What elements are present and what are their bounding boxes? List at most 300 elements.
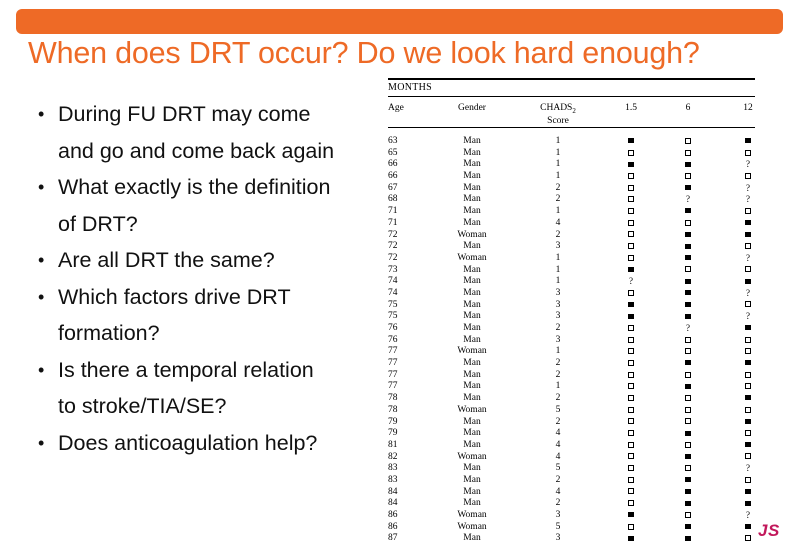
month-status-cell xyxy=(623,265,639,276)
filled-square-icon xyxy=(745,395,751,400)
table-top-rule xyxy=(388,78,755,80)
month-status-cell xyxy=(740,253,756,264)
month-status-cell xyxy=(623,381,639,392)
month-status-cell xyxy=(740,440,756,451)
filled-square-icon xyxy=(745,232,751,237)
open-square-icon xyxy=(685,512,691,518)
month-status-cell xyxy=(740,300,756,311)
chads-score-cell: 1 xyxy=(555,381,561,392)
month-status-cell xyxy=(680,346,696,357)
open-square-icon xyxy=(628,255,634,261)
open-square-icon xyxy=(628,383,634,389)
month-status-cell xyxy=(623,463,639,474)
age-cell: 72 xyxy=(388,252,398,263)
bullet-item: and go and come back again xyxy=(58,138,335,163)
month-status-cell xyxy=(680,452,696,463)
filled-square-icon xyxy=(685,302,691,307)
open-square-icon xyxy=(628,243,634,249)
header-chads-label: CHADS xyxy=(540,103,573,113)
chads-score-cell: 1 xyxy=(555,206,561,217)
header-month-12: 12 xyxy=(743,103,753,113)
month-status-cell xyxy=(680,440,696,451)
gender-cell: Man xyxy=(463,323,481,333)
filled-square-icon xyxy=(685,232,691,237)
filled-square-icon xyxy=(685,477,691,482)
table-row xyxy=(385,452,755,464)
month-status-cell xyxy=(680,370,696,381)
month-status-cell xyxy=(623,241,639,252)
chads-score-cell: 4 xyxy=(555,486,561,497)
month-status-cell xyxy=(680,510,696,521)
table-row xyxy=(385,323,755,335)
table-row xyxy=(385,428,755,440)
month-status-cell xyxy=(680,194,696,205)
chads-score-cell: 4 xyxy=(555,439,561,450)
month-status-cell xyxy=(623,405,639,416)
header-month-6: 6 xyxy=(685,103,691,113)
gender-cell: Man xyxy=(463,498,481,509)
header-month-1-5: 1.5 xyxy=(625,103,637,113)
age-cell: 66 xyxy=(388,171,398,182)
month-status-cell xyxy=(623,417,639,428)
month-status-cell xyxy=(680,218,696,229)
gender-cell: Woman xyxy=(457,451,487,462)
month-status-cell xyxy=(680,533,696,544)
chads-score-cell: 1 xyxy=(555,252,561,263)
open-square-icon xyxy=(628,372,634,378)
month-status-cell xyxy=(740,522,756,533)
chads-score-cell: 1 xyxy=(555,159,561,170)
gender-cell: Man xyxy=(463,182,481,193)
open-square-icon xyxy=(628,196,634,202)
month-status-cell xyxy=(740,428,756,439)
open-square-icon xyxy=(745,266,751,272)
chads-score-cell: 2 xyxy=(555,229,561,240)
month-status-cell xyxy=(740,370,756,381)
open-square-icon xyxy=(628,150,634,156)
age-cell: 77 xyxy=(388,358,398,369)
age-cell: 65 xyxy=(388,147,398,158)
table-row xyxy=(385,230,755,242)
bullet-item: • Does anticoagulation help? xyxy=(38,425,378,462)
gender-cell: Man xyxy=(463,486,481,497)
month-status-cell xyxy=(623,148,639,159)
open-square-icon xyxy=(685,337,691,343)
month-status-cell xyxy=(623,206,639,217)
chads-score-cell: 3 xyxy=(555,287,561,298)
table-row xyxy=(385,183,755,195)
age-cell: 83 xyxy=(388,474,398,485)
gender-cell: Man xyxy=(463,241,481,252)
open-square-icon xyxy=(685,173,691,179)
filled-square-icon xyxy=(745,325,751,330)
month-status-cell xyxy=(623,475,639,486)
month-status-cell xyxy=(623,276,639,287)
bullet-item: • Are all DRT the same? xyxy=(38,242,378,279)
header-gender: Gender xyxy=(458,103,486,113)
chads-score-cell: 1 xyxy=(555,264,561,275)
chads-score-cell: 3 xyxy=(555,533,561,544)
table-row xyxy=(385,533,755,545)
open-square-icon xyxy=(628,500,634,506)
age-cell: 76 xyxy=(388,334,398,345)
open-square-icon xyxy=(745,150,751,156)
filled-square-icon xyxy=(628,162,634,167)
month-status-cell xyxy=(623,335,639,346)
age-cell: 78 xyxy=(388,404,398,415)
gender-cell: Man xyxy=(463,147,481,158)
age-cell: 76 xyxy=(388,323,398,333)
header-age: Age xyxy=(388,103,404,113)
header-rule xyxy=(388,127,755,128)
gender-cell: Man xyxy=(463,194,481,205)
filled-square-icon xyxy=(685,454,691,459)
chads-score-cell: 4 xyxy=(555,428,561,439)
chads-score-cell: 1 xyxy=(555,276,561,287)
unknown-mark: ? xyxy=(746,287,750,298)
gender-cell: Man xyxy=(463,206,481,217)
month-status-cell xyxy=(623,440,639,451)
gender-cell: Man xyxy=(463,299,481,310)
table-row xyxy=(385,194,755,206)
chads-score-cell: 2 xyxy=(555,182,561,193)
month-status-cell xyxy=(740,405,756,416)
month-status-cell xyxy=(740,346,756,357)
month-status-cell xyxy=(680,288,696,299)
chads-score-cell: 4 xyxy=(555,217,561,228)
age-cell: 75 xyxy=(388,299,398,310)
bullet-item: • Is there a temporal relation xyxy=(38,352,378,389)
age-cell: 75 xyxy=(388,311,398,322)
table-row xyxy=(385,487,755,499)
age-cell: 71 xyxy=(388,206,398,217)
age-cell: 78 xyxy=(388,393,398,404)
open-square-icon xyxy=(685,418,691,424)
gender-cell: Man xyxy=(463,393,481,404)
month-status-cell xyxy=(680,428,696,439)
month-status-cell xyxy=(680,183,696,194)
filled-square-icon xyxy=(745,138,751,143)
table-row xyxy=(385,381,755,393)
month-status-cell xyxy=(740,276,756,287)
month-status-cell xyxy=(680,335,696,346)
month-status-cell xyxy=(623,370,639,381)
gender-cell: Man xyxy=(463,474,481,485)
month-status-cell xyxy=(680,522,696,533)
chads-score-cell: 2 xyxy=(555,498,561,509)
filled-square-icon xyxy=(628,536,634,541)
filled-square-icon xyxy=(685,162,691,167)
chads-score-cell: 2 xyxy=(555,393,561,404)
age-cell: 77 xyxy=(388,381,398,392)
age-cell: 81 xyxy=(388,439,398,450)
month-status-cell xyxy=(680,230,696,241)
filled-square-icon xyxy=(685,208,691,213)
open-square-icon xyxy=(745,243,751,249)
month-status-cell xyxy=(680,381,696,392)
bullet-item: of DRT? xyxy=(58,211,138,236)
age-cell: 67 xyxy=(388,182,398,193)
month-status-cell xyxy=(680,475,696,486)
month-status-cell xyxy=(623,533,639,544)
chads-score-cell: 2 xyxy=(555,323,561,333)
gender-cell: Man xyxy=(463,264,481,275)
table-row xyxy=(385,311,755,323)
open-square-icon xyxy=(685,442,691,448)
open-square-icon xyxy=(685,465,691,471)
month-status-cell xyxy=(680,276,696,287)
age-cell: 72 xyxy=(388,241,398,252)
filled-square-icon xyxy=(685,524,691,529)
filled-square-icon xyxy=(745,220,751,225)
filled-square-icon xyxy=(745,501,751,506)
table-row xyxy=(385,136,755,148)
gender-cell: Man xyxy=(463,381,481,392)
table-row xyxy=(385,463,755,475)
age-cell: 82 xyxy=(388,451,398,462)
presenter-logo: JS xyxy=(758,521,780,540)
table-row xyxy=(385,300,755,312)
month-status-cell xyxy=(623,183,639,194)
header-chads-score xyxy=(523,103,593,126)
month-status-cell xyxy=(680,136,696,147)
table-row xyxy=(385,218,755,230)
month-status-cell xyxy=(623,171,639,182)
gender-cell: Man xyxy=(463,439,481,450)
month-status-cell xyxy=(680,323,696,334)
open-square-icon xyxy=(685,348,691,354)
gender-cell: Man xyxy=(463,311,481,322)
open-square-icon xyxy=(745,535,751,541)
table-row xyxy=(385,253,755,265)
month-status-cell xyxy=(740,323,756,334)
month-status-cell xyxy=(740,533,756,544)
gender-cell: Woman xyxy=(457,404,487,415)
month-status-cell xyxy=(680,171,696,182)
open-square-icon xyxy=(685,372,691,378)
chads-score-cell: 2 xyxy=(555,369,561,380)
month-status-cell xyxy=(680,265,696,276)
open-square-icon xyxy=(745,337,751,343)
month-status-cell xyxy=(740,194,756,205)
open-square-icon xyxy=(745,430,751,436)
age-cell: 72 xyxy=(388,229,398,240)
chads-score-cell: 3 xyxy=(555,311,561,322)
month-status-cell xyxy=(623,323,639,334)
table-row xyxy=(385,265,755,277)
chads-score-cell: 1 xyxy=(555,346,561,357)
open-square-icon xyxy=(745,173,751,179)
month-status-cell xyxy=(740,452,756,463)
table-row xyxy=(385,335,755,347)
month-status-cell xyxy=(680,241,696,252)
open-square-icon xyxy=(628,290,634,296)
age-cell: 68 xyxy=(388,194,398,205)
open-square-icon xyxy=(685,395,691,401)
table-row xyxy=(385,417,755,429)
month-status-cell xyxy=(623,300,639,311)
month-status-cell xyxy=(680,253,696,264)
bullet-item: to stroke/TIA/SE? xyxy=(58,394,227,418)
filled-square-icon xyxy=(685,501,691,506)
open-square-icon xyxy=(628,185,634,191)
open-square-icon xyxy=(685,266,691,272)
open-square-icon xyxy=(628,465,634,471)
unknown-mark: ? xyxy=(686,323,690,333)
filled-square-icon xyxy=(745,442,751,447)
age-cell: 87 xyxy=(388,533,398,544)
table-row xyxy=(385,440,755,452)
open-square-icon xyxy=(745,348,751,354)
filled-square-icon xyxy=(745,524,751,529)
month-status-cell xyxy=(680,393,696,404)
age-cell: 86 xyxy=(388,510,398,520)
open-square-icon xyxy=(628,453,634,459)
filled-square-icon xyxy=(745,489,751,494)
month-status-cell xyxy=(623,253,639,264)
unknown-mark: ? xyxy=(746,182,750,193)
filled-square-icon xyxy=(685,384,691,389)
month-status-cell xyxy=(740,148,756,159)
filled-square-icon xyxy=(628,267,634,272)
month-status-cell xyxy=(740,393,756,404)
chads-score-cell: 3 xyxy=(555,299,561,310)
bullet-list xyxy=(38,96,378,461)
open-square-icon xyxy=(745,407,751,413)
chads-score-cell: 3 xyxy=(555,241,561,252)
month-status-cell xyxy=(623,487,639,498)
filled-square-icon xyxy=(685,536,691,541)
filled-square-icon xyxy=(685,279,691,284)
month-status-cell xyxy=(680,405,696,416)
table-row xyxy=(385,405,755,417)
chads-score-cell: 3 xyxy=(555,510,561,520)
unknown-mark: ? xyxy=(686,194,690,205)
month-status-cell xyxy=(623,230,639,241)
table-row xyxy=(385,358,755,370)
bullet-item: • What exactly is the definition xyxy=(38,169,378,206)
filled-square-icon xyxy=(685,185,691,190)
open-square-icon xyxy=(628,442,634,448)
gender-cell: Woman xyxy=(457,346,487,357)
gender-cell: Man xyxy=(463,428,481,439)
chads-score-cell: 1 xyxy=(555,147,561,158)
filled-square-icon xyxy=(685,489,691,494)
open-square-icon xyxy=(628,220,634,226)
open-square-icon xyxy=(628,418,634,424)
filled-square-icon xyxy=(685,244,691,249)
open-square-icon xyxy=(685,220,691,226)
open-square-icon xyxy=(628,348,634,354)
table-row xyxy=(385,475,755,487)
open-square-icon xyxy=(628,360,634,366)
month-status-cell xyxy=(623,428,639,439)
table-row xyxy=(385,288,755,300)
open-square-icon xyxy=(628,488,634,494)
table-row xyxy=(385,159,755,171)
filled-square-icon xyxy=(685,290,691,295)
chads-score-cell: 1 xyxy=(555,136,561,146)
chads-score-cell: 1 xyxy=(555,171,561,182)
age-cell: 66 xyxy=(388,159,398,170)
age-cell: 83 xyxy=(388,463,398,474)
month-status-cell xyxy=(680,463,696,474)
unknown-mark: ? xyxy=(746,311,750,322)
gender-cell: Man xyxy=(463,276,481,287)
age-cell: 84 xyxy=(388,486,398,497)
month-status-cell xyxy=(623,498,639,509)
open-square-icon xyxy=(628,208,634,214)
unknown-mark: ? xyxy=(746,252,750,263)
filled-square-icon xyxy=(685,255,691,260)
month-status-cell xyxy=(623,522,639,533)
gender-cell: Woman xyxy=(457,521,487,532)
month-status-cell xyxy=(740,288,756,299)
results-table-figure xyxy=(385,77,755,545)
chads-score-cell: 5 xyxy=(555,463,561,474)
gender-cell: Man xyxy=(463,533,481,544)
month-status-cell xyxy=(680,487,696,498)
open-square-icon xyxy=(628,325,634,331)
age-cell: 71 xyxy=(388,217,398,228)
header-chads-subscript: 2 xyxy=(572,106,576,115)
chads-score-cell: 3 xyxy=(555,334,561,345)
month-status-cell xyxy=(623,393,639,404)
filled-square-icon xyxy=(628,302,634,307)
gender-cell: Man xyxy=(463,334,481,345)
age-cell: 79 xyxy=(388,416,398,427)
age-cell: 74 xyxy=(388,276,398,287)
month-status-cell xyxy=(740,206,756,217)
month-status-cell xyxy=(623,194,639,205)
unknown-mark: ? xyxy=(746,194,750,205)
age-cell: 79 xyxy=(388,428,398,439)
age-cell: 84 xyxy=(388,498,398,509)
table-row xyxy=(385,498,755,510)
month-status-cell xyxy=(623,346,639,357)
open-square-icon xyxy=(745,372,751,378)
header-accent-bar xyxy=(16,9,783,34)
gender-cell: Man xyxy=(463,171,481,182)
month-status-cell xyxy=(740,265,756,276)
month-status-cell xyxy=(740,136,756,147)
month-status-cell xyxy=(740,510,756,521)
unknown-mark: ? xyxy=(746,159,750,170)
month-status-cell xyxy=(740,487,756,498)
month-status-cell xyxy=(623,288,639,299)
open-square-icon xyxy=(628,231,634,237)
table-row xyxy=(385,171,755,183)
age-cell: 77 xyxy=(388,346,398,357)
month-status-cell xyxy=(740,498,756,509)
chads-score-cell: 2 xyxy=(555,474,561,485)
chads-score-cell: 5 xyxy=(555,521,561,532)
gender-cell: Man xyxy=(463,217,481,228)
chads-score-cell: 2 xyxy=(555,194,561,205)
open-square-icon xyxy=(745,301,751,307)
age-cell: 74 xyxy=(388,287,398,298)
filled-square-icon xyxy=(628,314,634,319)
month-status-cell xyxy=(623,358,639,369)
month-status-cell xyxy=(623,159,639,170)
month-status-cell xyxy=(623,510,639,521)
month-status-cell xyxy=(680,417,696,428)
table-row xyxy=(385,148,755,160)
open-square-icon xyxy=(628,430,634,436)
age-cell: 63 xyxy=(388,136,398,146)
open-square-icon xyxy=(745,208,751,214)
table-row xyxy=(385,393,755,405)
